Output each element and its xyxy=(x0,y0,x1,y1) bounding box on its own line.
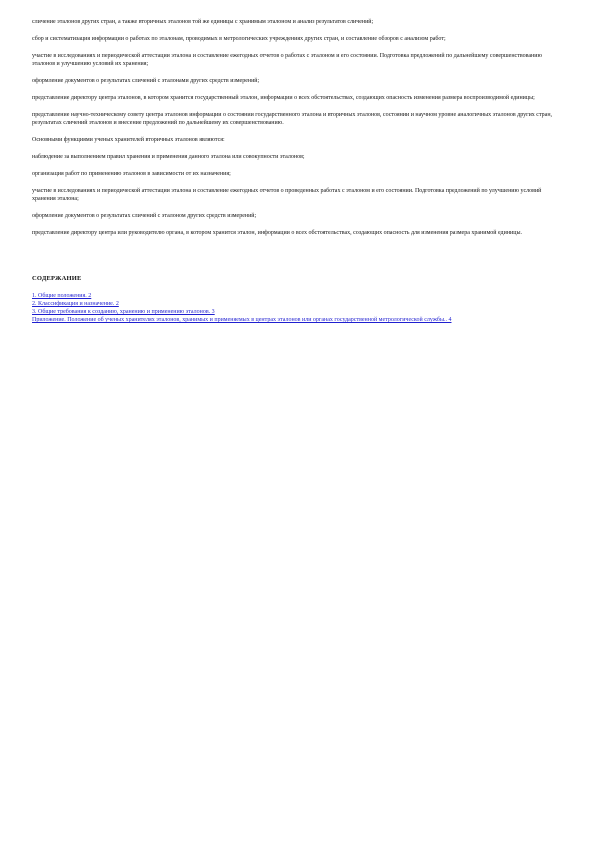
paragraph-information-collection: сбор и систематизация информации о работах по эталонам, проводимых в метрологических учреждениях других стран, и составление обзоров с анализом работ; xyxy=(32,36,446,42)
paragraph-documentation: оформление документов о результатах сличений с эталонами других средств измерений; xyxy=(32,78,260,84)
toc-link-appendix[interactable]: Приложение. Положение об ученых хранителях эталонов, хранимых и применяемых в центрах эталонов или органах государственной метрологической службы.. 4 xyxy=(32,317,452,323)
toc-title: СОДЕРЖАНИЕ xyxy=(32,275,82,282)
paragraph-secondary-attestation: участие в исследованиях и периодической аттестации эталона и составление ежегодных отчетов о проведенных работах с эталоном и его состоянии. Подготовка предложений по улучшению условий хранения эталона; xyxy=(32,188,542,202)
toc-item xyxy=(32,300,561,308)
paragraph-secondary-documentation: оформление документов о результатах сличений с эталоном других средств измерений; xyxy=(32,213,257,219)
paragraph-comparison: сличение эталонов других стран, а также вторичных эталонов той же единицы с хранимым эталоном и анализ результатов сличений; xyxy=(32,19,374,25)
paragraph-secondary-director-report: представление директору центра или руководителю органа, в котором хранится эталон, информации о всех обстоятельствах, создающих опасность для изменения размера хранимой единицы. xyxy=(32,230,522,236)
paragraph-storage-supervision: наблюдение за выполнением правил хранения и применения данного эталона или совокупности эталонов; xyxy=(32,154,305,160)
paragraph-application-organization: организация работ по применению эталонов в зависимости от их назначения; xyxy=(32,171,231,177)
toc-item xyxy=(32,308,561,316)
toc-link-general-requirements[interactable]: 3. Общие требования к созданию, хранению и применению эталонов. 3 xyxy=(32,309,215,315)
toc-link-general-provisions[interactable]: 1. Общие положения. 2 xyxy=(32,293,92,299)
toc-link-classification[interactable]: 2. Классификация и назначение. 2 xyxy=(32,301,119,307)
toc-item xyxy=(32,292,561,300)
paragraph-secondary-functions-heading: Основными функциями ученых хранителей вторичных эталонов являются: xyxy=(32,137,225,143)
paragraph-attestation-participation: участие в исследованиях и периодической аттестации эталона и составление ежегодных отчетов о работах с эталоном и его состоянии. Подготовка предложений по дальнейшему совершенствованию эталонов и улучшению условий их хранения; xyxy=(32,53,542,67)
paragraph-council-report: представление научно-техническому совету центра эталонов информации о состоянии государственного эталона и вторичных эталонов, состоянии и научном уровне аналогичных эталонов других стран, результатах сличений эталонов и внесение предложений по дальнейшему их совершенствованию. xyxy=(32,112,553,126)
table-of-contents xyxy=(32,292,561,324)
paragraph-director-report: представление директору центра эталонов, в котором хранится государственный эталон, информации о всех обстоятельствах, создающих опасность изменения размера воспроизводимой единицы; xyxy=(32,95,535,101)
toc-item xyxy=(32,316,561,324)
